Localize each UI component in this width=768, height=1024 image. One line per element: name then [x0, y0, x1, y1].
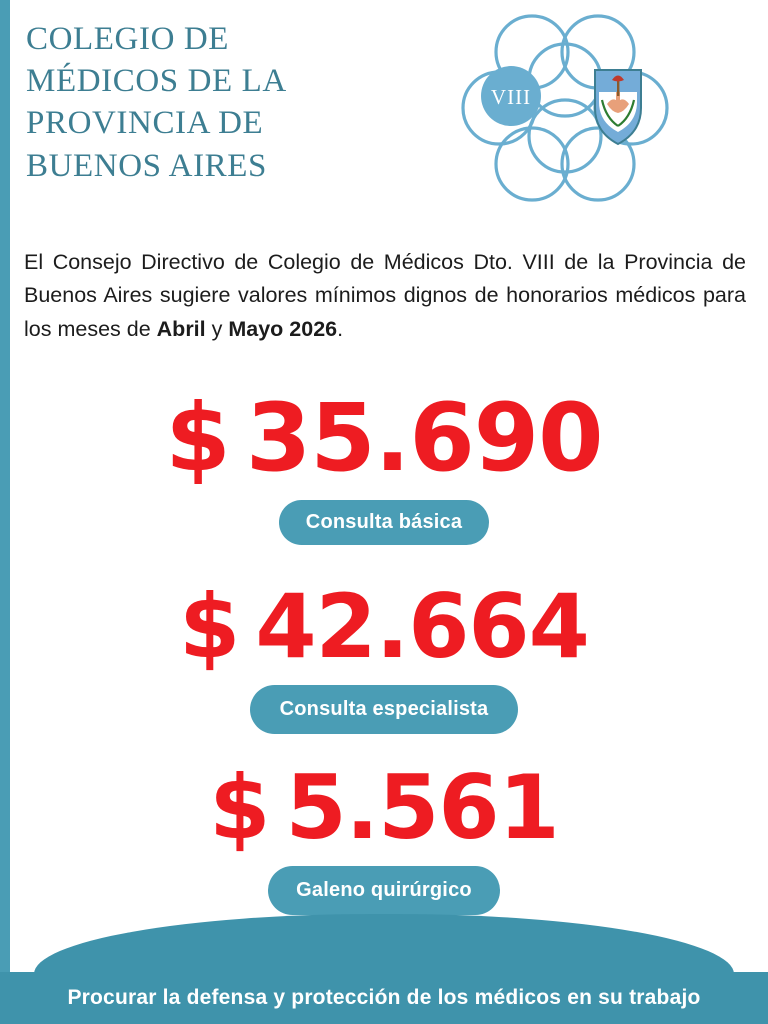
org-title-line-1: COLEGIO DE [26, 21, 230, 57]
price-value-3: 5.561 [285, 756, 559, 859]
currency-symbol-2: $ [179, 575, 240, 678]
price-label-consulta-basica: Consulta básica [279, 500, 489, 545]
currency-symbol-1: $ [165, 384, 230, 493]
org-title-line-4: BUENOS AIRES [26, 147, 267, 184]
org-title-line-2: MÉDICOS DE LA [26, 63, 287, 100]
organization-title [26, 18, 446, 187]
org-title-line-3: PROVINCIA DE [26, 105, 264, 142]
price-amount-2 [0, 575, 768, 678]
poster-header [0, 0, 768, 240]
price-block-galeno-quirurgico [0, 756, 768, 915]
intro-month-2: Mayo 2026 [228, 316, 338, 341]
price-block-consulta-basica [0, 384, 768, 545]
intro-period: . [337, 316, 344, 341]
price-value-2: 42.664 [255, 575, 589, 678]
intro-month-1: Abril [156, 316, 206, 341]
price-value-1: 35.690 [245, 384, 603, 493]
price-label-consulta-especialista: Consulta especialista [250, 685, 519, 734]
intro-text-part1: El Consejo Directivo de Colegio de Médicos Dto. VIII de la Provincia de Buenos Aires sugiere valores mínimos dignos de honorarios médicos para los meses de [24, 250, 746, 341]
badge-label-text: VIII [490, 85, 532, 109]
footer-slogan: Procurar la defensa y protección de los médicos en su trabajo [67, 986, 701, 1009]
price-block-consulta-especialista [0, 575, 768, 734]
currency-symbol-3: $ [209, 756, 270, 859]
footer-banner [0, 948, 768, 1024]
footer-arc-shape [34, 914, 734, 978]
price-label-galeno-quirurgico: Galeno quirúrgico [268, 866, 500, 915]
price-amount-3 [0, 756, 768, 859]
colegio-logo [455, 8, 675, 230]
price-amount-1 [0, 384, 768, 493]
price-list [0, 384, 768, 915]
intro-conjunction: y [205, 316, 229, 341]
intro-paragraph [24, 246, 746, 346]
